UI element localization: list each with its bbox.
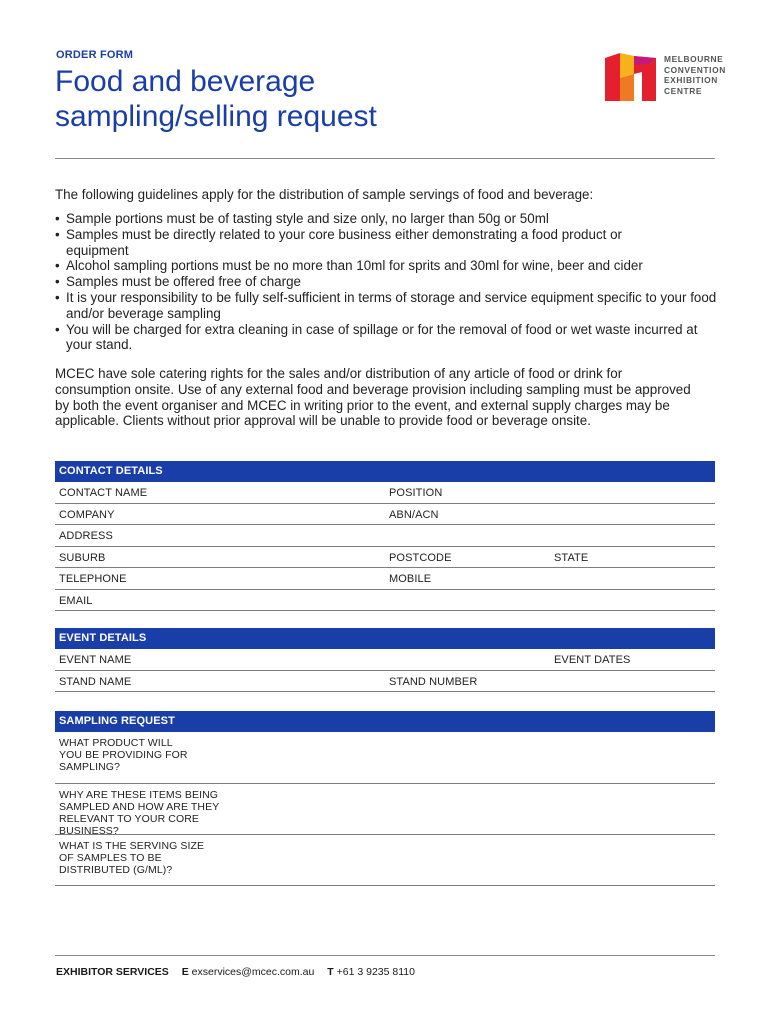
guideline-item: • Samples must be directly related to your core business either demonstrating a food product or equipment [55,227,720,259]
suburb-label: SUBURB [59,551,106,564]
contact-name-label: CONTACT NAME [59,487,148,499]
phone-prefix: T [327,966,334,978]
form-row-event-name[interactable] [55,649,715,671]
guideline-item: • Alcohol sampling portions must be no more than 10ml for sprits and 30ml for wine, beer and cider [55,258,720,274]
abn-label: ABN/ACN [389,508,439,521]
logo-line: EXHIBITION [664,75,718,86]
form-row-relevance[interactable] [55,784,715,835]
footer-divider [55,955,715,956]
event-name-label: EVENT NAME [59,654,132,666]
form-row-email[interactable] [55,590,715,612]
logo-line: MELBOURNE [664,54,724,64]
product-question-label: WHAT PRODUCT WILL YOU BE PROVIDING FOR SAMPLING? [59,737,188,773]
sampling-request-heading: SAMPLING REQUEST [55,711,715,732]
position-label: POSITION [389,487,443,499]
guideline-item: • Sample portions must be of tasting style and size only, no larger than 50g or 50ml [55,211,720,227]
logo-line: CENTRE [664,85,703,96]
telephone-label: TELEPHONE [59,573,127,585]
exhibitor-services-label: EXHIBITOR SERVICES [56,966,169,978]
logo-wordmark [664,54,726,96]
guideline-item: • You will be charged for extra cleaning in case of spillage or for the removal of food or wet waste incurred at your stand. [55,322,720,354]
mobile-label: MOBILE [389,573,432,585]
footer-email-link[interactable]: exservices@mcec.com.au [191,966,315,978]
form-row-company[interactable] [55,504,715,526]
order-form-label: ORDER FORM [56,49,134,61]
catering-rights-paragraph: MCEC have sole catering rights for the sales and/or distribution of any article of food or drink for consumption onsite. Use of any external food and beverage provision including sampling must be approved by both the event organiser and MCEC in writing prior to the event, and external supply charges may be applicable. Clients without prior approval will be unable to provide food or beverage onsite. [55,366,691,429]
logo-line: CONVENTION [664,64,726,75]
guidelines-list [55,211,720,353]
serving-size-question-label: WHAT IS THE SERVING SIZE OF SAMPLES TO BE DISTRIBUTED (G/ML)? [59,840,205,876]
page-title: Food and beverage sampling/selling request [55,65,377,133]
guidelines-intro: The following guidelines apply for the distribution of sample servings of food and beverage: [55,187,594,202]
event-details-heading: EVENT DETAILS [55,628,715,649]
form-row-contact-name[interactable] [55,482,715,504]
sampling-request-section [55,711,715,886]
contact-details-section [55,461,715,611]
guideline-item: • It is your responsibility to be fully self-sufficient in terms of storage and service equipment specific to your food and/or beverage sampling [55,290,720,322]
header-divider [55,158,715,159]
form-row-product[interactable] [55,732,715,784]
stand-name-label: STAND NAME [59,675,132,688]
address-label: ADDRESS [59,530,113,542]
email-prefix: E [181,966,189,978]
contact-details-heading: CONTACT DETAILS [55,461,715,482]
email-label: EMAIL [59,594,93,607]
form-row-stand-name[interactable] [55,671,715,693]
postcode-label: POSTCODE [389,551,452,564]
form-row-telephone[interactable] [55,568,715,590]
form-row-serving-size[interactable] [55,835,715,886]
company-label: COMPANY [59,508,115,521]
mcec-logo [604,52,726,102]
relevance-question-label: WHY ARE THESE ITEMS BEING SAMPLED AND HOW ARE THEY RELEVANT TO YOUR CORE BUSINESS? [59,789,220,837]
state-label: STATE [554,551,589,564]
footer [56,966,415,978]
event-dates-label: EVENT DATES [554,654,631,666]
stand-number-label: STAND NUMBER [389,675,478,688]
form-row-suburb[interactable] [55,547,715,569]
mcec-logo-mark-icon [604,52,660,102]
event-details-section [55,628,715,692]
footer-phone: +61 3 9235 8110 [336,966,415,978]
form-row-address[interactable] [55,525,715,547]
guideline-item: • Samples must be offered free of charge [55,274,720,290]
